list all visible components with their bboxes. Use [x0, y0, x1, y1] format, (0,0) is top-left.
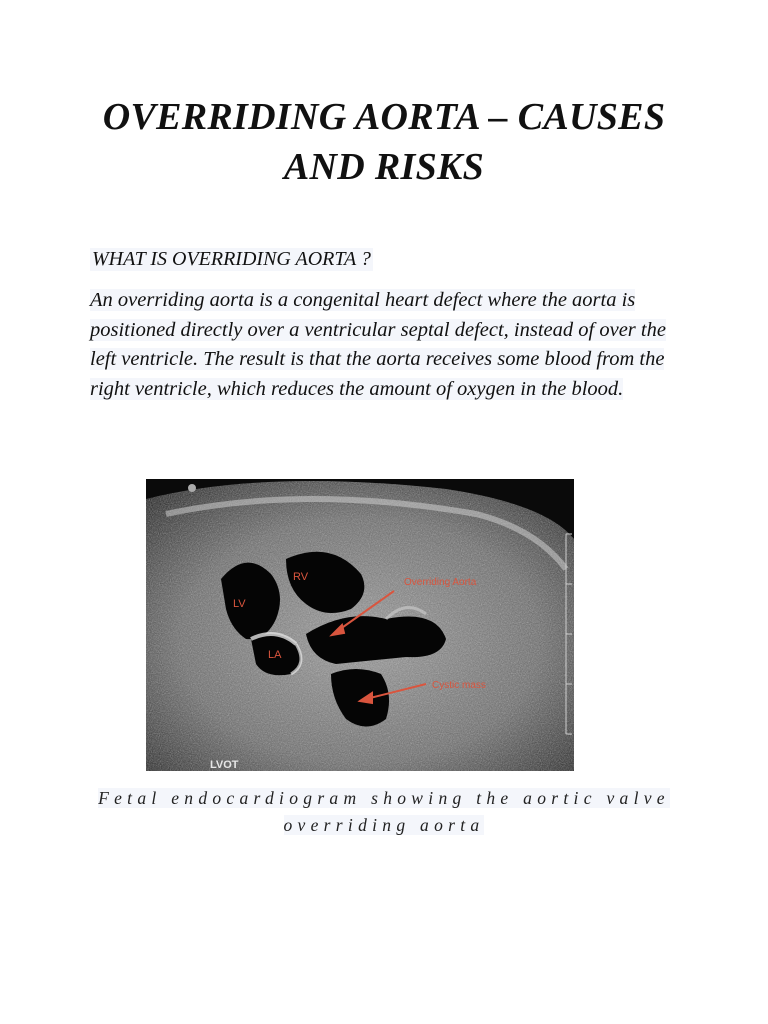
label-lv: LV [233, 598, 246, 610]
label-la: LA [268, 649, 282, 661]
label-cystic-mass: Cystic mass [432, 680, 486, 691]
body-paragraph-text: An overriding aorta is a congenital heart defect where the aorta is positioned directly over a ventricular septal defect, instead of over the left ventricle. The result is that the aorta receives some blood from the right ventricle, which reduces the amount of oxygen in the blood. [90, 289, 666, 400]
figure-caption-text: Fetal endocardiogram showing the aortic valve overriding aorta [98, 788, 670, 835]
label-view: LVOT [210, 759, 239, 771]
orientation-marker [188, 484, 196, 492]
section-heading: WHAT IS OVERRIDING AORTA ? [92, 248, 371, 270]
ultrasound-image [146, 479, 574, 771]
page-title: OVERRIDING AORTA – CAUSES AND RISKS [102, 96, 666, 188]
figure-caption [90, 785, 678, 839]
label-overriding-aorta: Overriding Aorta [404, 577, 477, 588]
body-paragraph [90, 286, 690, 404]
label-rv: RV [293, 571, 309, 583]
ultrasound-svg [146, 479, 574, 771]
